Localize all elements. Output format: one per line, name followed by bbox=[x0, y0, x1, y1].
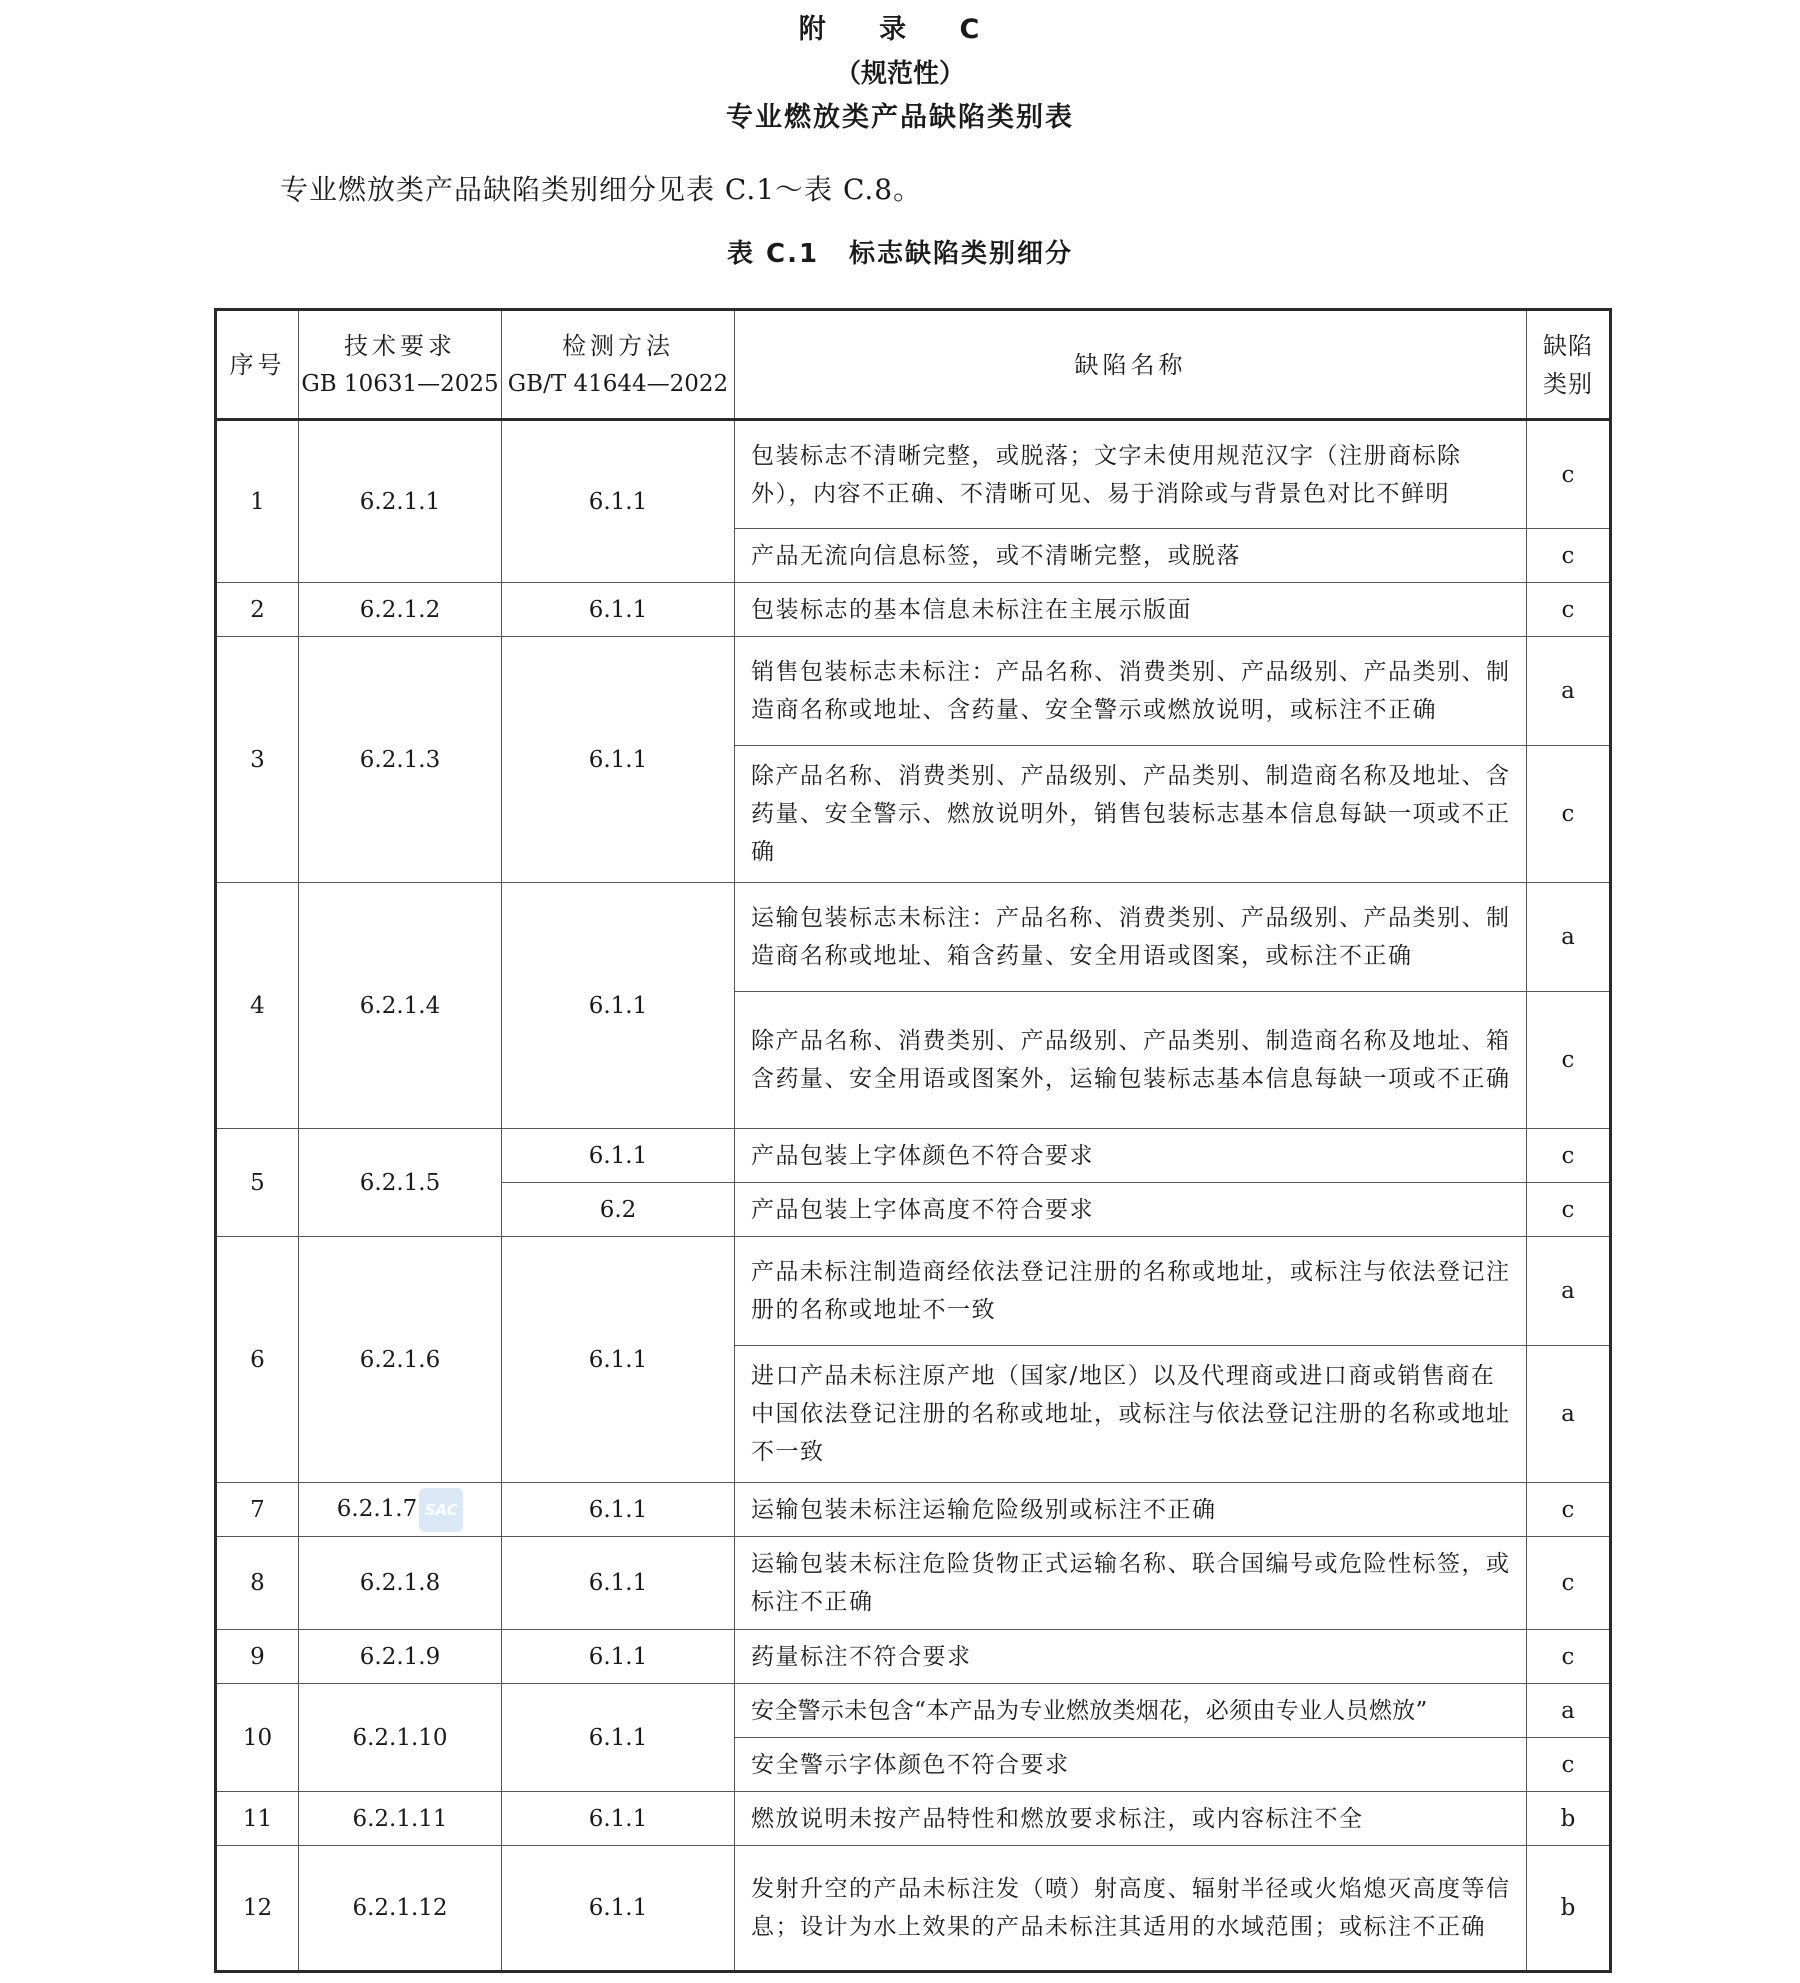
cell-tech-req: 6.2.1.5 bbox=[299, 1129, 502, 1237]
cell-defect-category: c bbox=[1527, 1630, 1611, 1684]
table-row bbox=[216, 1129, 1611, 1183]
cell-tech-req: 6.2.1.6 bbox=[299, 1237, 502, 1483]
cell-seq: 5 bbox=[216, 1129, 299, 1237]
table-row bbox=[216, 583, 1611, 637]
cell-test-method: 6.1.1 bbox=[502, 1537, 735, 1630]
defect-table bbox=[214, 308, 1612, 1973]
cell-defect-name: 药量标注不符合要求 bbox=[735, 1630, 1527, 1684]
cell-defect-category: b bbox=[1527, 1846, 1611, 1972]
cell-test-method: 6.1.1 bbox=[502, 1483, 735, 1537]
appendix-title: 附 录 C bbox=[798, 14, 1002, 45]
cell-defect-category: a bbox=[1527, 1684, 1611, 1738]
cell-seq: 9 bbox=[216, 1630, 299, 1684]
cell-defect-name: 安全警示未包含“本产品为专业燃放类烟花，必须由专业人员燃放” bbox=[735, 1684, 1527, 1738]
cell-defect-name: 销售包装标志未标注：产品名称、消费类别、产品级别、产品类别、制造商名称或地址、含药量、安全警示或燃放说明，或标注不正确 bbox=[735, 637, 1527, 746]
cell-defect-name: 包装标志不清晰完整，或脱落；文字未使用规范汉字（注册商标除外），内容不正确、不清晰可见、易于消除或与背景色对比不鲜明 bbox=[735, 420, 1527, 529]
table-title: 标志缺陷类别细分 bbox=[849, 239, 1074, 269]
table-row bbox=[216, 883, 1611, 992]
cell-defect-category: c bbox=[1527, 992, 1611, 1129]
cell-tech-req: 6.2.1.1 bbox=[299, 420, 502, 583]
cell-test-method: 6.1.1 bbox=[502, 1792, 735, 1846]
cell-defect-name: 安全警示字体颜色不符合要求 bbox=[735, 1738, 1527, 1792]
header-defect-category: 缺陷 类别 bbox=[1527, 310, 1611, 420]
appendix-nature: （规范性） bbox=[834, 59, 965, 89]
cell-seq: 2 bbox=[216, 583, 299, 637]
table-row bbox=[216, 1237, 1611, 1346]
cell-test-method: 6.1.1 bbox=[502, 1129, 735, 1183]
cell-test-method: 6.1.1 bbox=[502, 1684, 735, 1792]
table-row bbox=[216, 1630, 1611, 1684]
cell-tech-req: 6.2.1.10 bbox=[299, 1684, 502, 1792]
table-row bbox=[216, 1684, 1611, 1738]
cell-test-method: 6.1.1 bbox=[502, 1630, 735, 1684]
cell-defect-category: c bbox=[1527, 1738, 1611, 1792]
header-seq: 序号 bbox=[216, 310, 299, 420]
header-test-method: 检测方法 GB/T 41644—2022 bbox=[502, 310, 735, 420]
table-row bbox=[216, 420, 1611, 529]
cell-defect-name: 除产品名称、消费类别、产品级别、产品类别、制造商名称及地址、箱含药量、安全用语或图案外，运输包装标志基本信息每缺一项或不正确 bbox=[735, 992, 1527, 1129]
cell-defect-name: 包装标志的基本信息未标注在主展示版面 bbox=[735, 583, 1527, 637]
cell-seq: 11 bbox=[216, 1792, 299, 1846]
cell-defect-category: c bbox=[1527, 746, 1611, 883]
cell-test-method: 6.1.1 bbox=[502, 883, 735, 1129]
cell-test-method: 6.1.1 bbox=[502, 637, 735, 883]
cell-defect-category: c bbox=[1527, 1183, 1611, 1237]
cell-test-method: 6.1.1 bbox=[502, 1846, 735, 1972]
cell-tech-req: 6.2.1.2 bbox=[299, 583, 502, 637]
cell-defect-name: 运输包装未标注危险货物正式运输名称、联合国编号或危险性标签，或标注不正确 bbox=[735, 1537, 1527, 1630]
cell-defect-name: 产品未标注制造商经依法登记注册的名称或地址，或标注与依法登记注册的名称或地址不一致 bbox=[735, 1237, 1527, 1346]
header-defect-name: 缺陷名称 bbox=[735, 310, 1527, 420]
table-row bbox=[216, 637, 1611, 746]
appendix-subtitle: 专业燃放类产品缺陷类别表 bbox=[726, 102, 1074, 133]
cell-defect-name: 产品包装上字体颜色不符合要求 bbox=[735, 1129, 1527, 1183]
cell-tech-req: 6.2.1.8 bbox=[299, 1537, 502, 1630]
cell-defect-category: c bbox=[1527, 1483, 1611, 1537]
cell-defect-category: a bbox=[1527, 637, 1611, 746]
cell-seq: 8 bbox=[216, 1537, 299, 1630]
cell-seq: 1 bbox=[216, 420, 299, 583]
cell-defect-name: 燃放说明未按产品特性和燃放要求标注，或内容标注不全 bbox=[735, 1792, 1527, 1846]
cell-tech-req bbox=[299, 1483, 502, 1537]
sac-watermark-logo: SAC bbox=[419, 1488, 463, 1532]
cell-tech-req-value: 6.2.1.7 bbox=[336, 1495, 418, 1522]
cell-defect-category: c bbox=[1527, 1129, 1611, 1183]
table-row bbox=[216, 1846, 1611, 1972]
cell-tech-req: 6.2.1.9 bbox=[299, 1630, 502, 1684]
cell-defect-name: 运输包装标志未标注：产品名称、消费类别、产品级别、产品类别、制造商名称或地址、箱含药量、安全用语或图案，或标注不正确 bbox=[735, 883, 1527, 992]
cell-seq: 10 bbox=[216, 1684, 299, 1792]
cell-defect-category: c bbox=[1527, 420, 1611, 529]
cell-defect-name: 运输包装未标注运输危险级别或标注不正确 bbox=[735, 1483, 1527, 1537]
intro-paragraph: 专业燃放类产品缺陷类别细分见表 C.1～表 C.8。 bbox=[280, 173, 923, 206]
cell-seq: 7 bbox=[216, 1483, 299, 1537]
cell-test-method: 6.2 bbox=[502, 1183, 735, 1237]
cell-seq: 4 bbox=[216, 883, 299, 1129]
table-caption bbox=[0, 234, 1800, 274]
cell-test-method: 6.1.1 bbox=[502, 1237, 735, 1483]
cell-tech-req: 6.2.1.4 bbox=[299, 883, 502, 1129]
cell-seq: 3 bbox=[216, 637, 299, 883]
cell-defect-category: a bbox=[1527, 1346, 1611, 1483]
cell-defect-category: c bbox=[1527, 583, 1611, 637]
cell-tech-req: 6.2.1.3 bbox=[299, 637, 502, 883]
cell-tech-req: 6.2.1.12 bbox=[299, 1846, 502, 1972]
cell-seq: 12 bbox=[216, 1846, 299, 1972]
cell-tech-req: 6.2.1.11 bbox=[299, 1792, 502, 1846]
cell-defect-name: 发射升空的产品未标注发（喷）射高度、辐射半径或火焰熄灭高度等信息；设计为水上效果的产品未标注其适用的水域范围；或标注不正确 bbox=[735, 1846, 1527, 1972]
cell-defect-name: 进口产品未标注原产地（国家/地区）以及代理商或进口商或销售商在中国依法登记注册的名称或地址，或标注与依法登记注册的名称或地址不一致 bbox=[735, 1346, 1527, 1483]
cell-defect-category: c bbox=[1527, 1537, 1611, 1630]
cell-defect-category: b bbox=[1527, 1792, 1611, 1846]
cell-test-method: 6.1.1 bbox=[502, 583, 735, 637]
table-row bbox=[216, 1792, 1611, 1846]
cell-test-method: 6.1.1 bbox=[502, 420, 735, 583]
cell-defect-category: a bbox=[1527, 1237, 1611, 1346]
table-number: 表 C.1 bbox=[726, 239, 820, 269]
cell-defect-category: c bbox=[1527, 529, 1611, 583]
table-header-row bbox=[216, 310, 1611, 420]
header-tech-req: 技术要求 GB 10631—2025 bbox=[299, 310, 502, 420]
cell-defect-name: 除产品名称、消费类别、产品级别、产品类别、制造商名称及地址、含药量、安全警示、燃放说明外，销售包装标志基本信息每缺一项或不正确 bbox=[735, 746, 1527, 883]
cell-defect-name: 产品包装上字体高度不符合要求 bbox=[735, 1183, 1527, 1237]
cell-defect-name: 产品无流向信息标签，或不清晰完整，或脱落 bbox=[735, 529, 1527, 583]
cell-defect-category: a bbox=[1527, 883, 1611, 992]
table-row bbox=[216, 1483, 1611, 1537]
table-row bbox=[216, 1537, 1611, 1630]
cell-seq: 6 bbox=[216, 1237, 299, 1483]
